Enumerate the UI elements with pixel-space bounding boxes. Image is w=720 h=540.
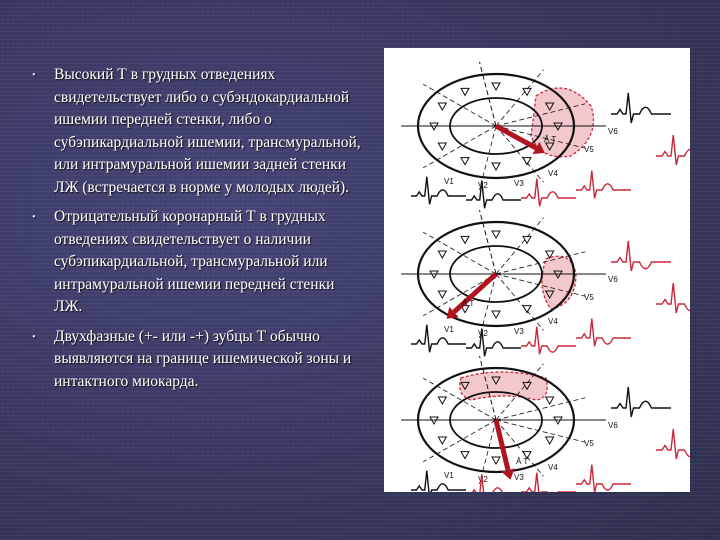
charge-marker xyxy=(492,163,500,170)
charge-marker xyxy=(546,437,554,444)
ecg-complex-v6 xyxy=(611,93,671,123)
ecg-complex-v5 xyxy=(656,135,690,165)
vector-label: Â T xyxy=(544,135,557,144)
lead-label: V1 xyxy=(444,325,454,334)
ecg-complex-v5 xyxy=(656,283,690,313)
charge-marker xyxy=(546,397,554,404)
ecg-complex-v2 xyxy=(466,181,521,209)
lead-label: V1 xyxy=(444,471,454,480)
lead-axis-line xyxy=(423,232,496,274)
ecg-panel xyxy=(401,210,690,356)
lead-label: V3 xyxy=(514,473,524,482)
charge-marker xyxy=(438,397,446,404)
charge-marker xyxy=(523,158,531,165)
ecg-complex-v5 xyxy=(656,429,690,459)
ecg-complex-v4 xyxy=(576,465,631,492)
bullet-list xyxy=(30,64,365,400)
bullet-item xyxy=(30,64,365,199)
ischemia-zone xyxy=(542,256,576,309)
charge-marker xyxy=(438,437,446,444)
vector-label: Â T xyxy=(516,457,529,466)
charge-marker xyxy=(523,236,531,243)
vector-arrow-shaft xyxy=(454,274,496,312)
vector-label: Â T xyxy=(462,299,475,308)
lead-label: V6 xyxy=(608,421,618,430)
charge-marker xyxy=(492,83,500,90)
lead-label: V4 xyxy=(548,463,558,472)
ecg-complex-v3 xyxy=(521,179,576,207)
lead-label: V5 xyxy=(584,293,594,302)
lead-label: V1 xyxy=(444,177,454,186)
ecg-complex-v1 xyxy=(411,177,466,205)
ecg-complex-v4 xyxy=(576,171,631,199)
lead-label: V6 xyxy=(608,275,618,284)
lead-label: V3 xyxy=(514,327,524,336)
charge-marker xyxy=(438,103,446,110)
ecg-complex-v6 xyxy=(611,387,671,417)
lead-axis-line xyxy=(423,84,496,126)
lead-label: V5 xyxy=(584,439,594,448)
charge-marker xyxy=(461,158,469,165)
lead-label: V2 xyxy=(478,475,488,484)
ecg-complex-v4 xyxy=(576,319,631,347)
ecg-diagram xyxy=(384,48,690,492)
ecg-complex-v3 xyxy=(521,327,576,355)
charge-marker xyxy=(461,236,469,243)
ecg-complex-v1 xyxy=(411,325,466,353)
lead-axis-line xyxy=(480,62,496,126)
bullet-text: Отрицательный коронарный Т в грудных отведениях свидетельствует о наличии субэпикардиальной, трансмуральной или интрамуральной ишемии передней стенки ЛЖ. xyxy=(54,208,335,315)
lead-label: V2 xyxy=(478,181,488,190)
lead-label: V4 xyxy=(548,169,558,178)
lead-label: V3 xyxy=(514,179,524,188)
charge-marker xyxy=(461,452,469,459)
ecg-complex-v2 xyxy=(466,329,521,357)
bullet-item xyxy=(30,326,365,394)
ecg-panel xyxy=(401,62,690,208)
lead-label: V4 xyxy=(548,317,558,326)
bullet-text: Двухфазные (+- или -+) зубцы Т обычно выявляются на границе ишемической зоны и интактного миокарда. xyxy=(54,327,352,390)
bullet-icon: • xyxy=(32,211,36,223)
charge-marker xyxy=(492,231,500,238)
charge-marker xyxy=(461,88,469,95)
charge-marker xyxy=(523,306,531,313)
charge-marker xyxy=(492,311,500,318)
lead-label: V5 xyxy=(584,145,594,154)
bullet-text: Высокий Т в грудных отведениях свидетельствует либо о субэндокардиальной ишемии передней стенки, либо о субэпикардиальной ишемии, трансмуральной, или интрамуральной ишемии задней стенки ЛЖ (встречается в норме у молодых людей). xyxy=(54,66,361,196)
lead-label: V6 xyxy=(608,127,618,136)
bullet-item xyxy=(30,206,365,319)
lead-axis-line xyxy=(423,126,496,168)
ecg-complex-v6 xyxy=(611,241,671,271)
charge-marker xyxy=(438,143,446,150)
lead-axis-line xyxy=(480,210,496,274)
ecg-panel xyxy=(401,356,690,492)
lead-axis-line xyxy=(423,420,496,462)
charge-marker xyxy=(523,88,531,95)
ecg-complex-v3 xyxy=(521,473,576,492)
charge-marker xyxy=(492,457,500,464)
ecg-complex-v1 xyxy=(411,471,466,492)
charge-marker xyxy=(438,251,446,258)
vector-arrow-head xyxy=(501,468,515,479)
lead-label: V2 xyxy=(478,329,488,338)
charge-marker xyxy=(438,291,446,298)
bullet-icon: • xyxy=(32,69,36,81)
ecg-figure xyxy=(384,48,690,492)
ecg-complex-v2 xyxy=(466,475,521,492)
bullet-icon: • xyxy=(32,330,36,343)
vector-arrow-shaft xyxy=(496,126,536,148)
